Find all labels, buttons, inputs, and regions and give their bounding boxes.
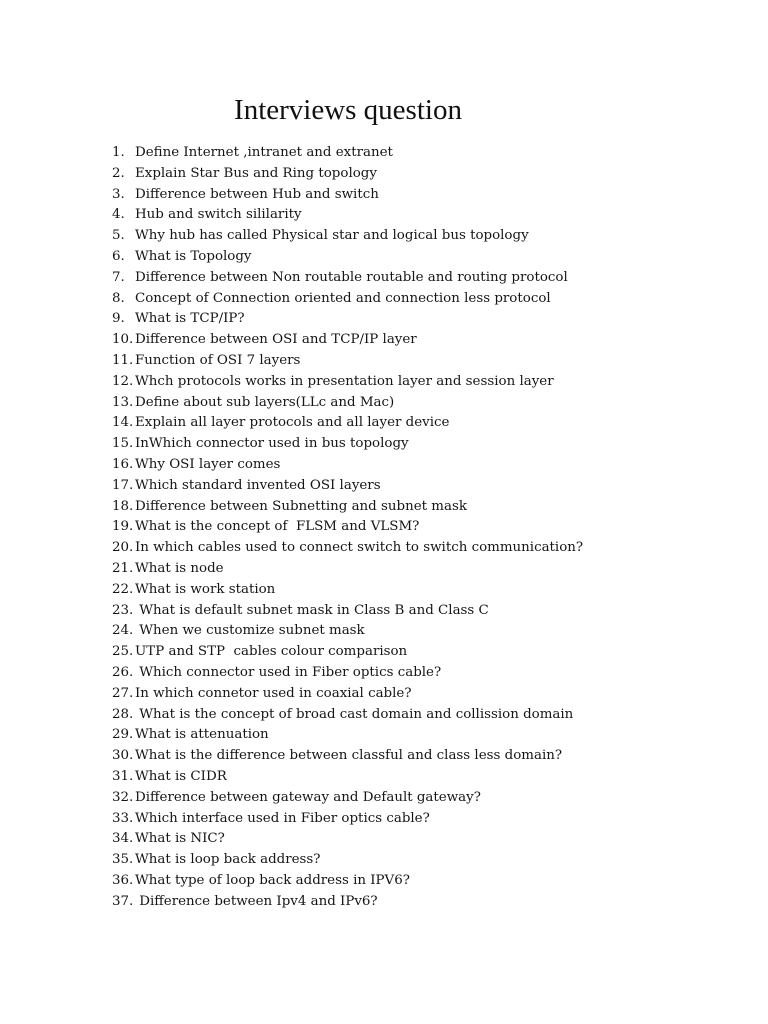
question-text: Function of OSI 7 layers: [135, 352, 301, 368]
question-number: 32.: [112, 789, 134, 805]
question-text: What is default subnet mask in Class B and Class C: [135, 602, 489, 618]
question-text: Define about sub layers(LLc and Mac): [135, 394, 395, 410]
question-text: Difference between gateway and Default gateway?: [135, 789, 481, 805]
question-text: Difference between Non routable routable and routing protocol: [135, 269, 568, 285]
question-text: Explain all layer protocols and all layer device: [135, 415, 450, 431]
list-item: [112, 580, 732, 601]
question-number: 5.: [112, 228, 125, 244]
question-text: What is the concept of broad cast domain and collission domain: [135, 706, 574, 722]
question-number: 31.: [112, 768, 134, 784]
question-text: In which cables used to connect switch to switch communication?: [135, 540, 584, 556]
question-number: 36.: [112, 872, 134, 888]
question-text: Explain Star Bus and Ring topology: [135, 165, 377, 181]
question-number: 20.: [112, 540, 134, 556]
list-item: [112, 413, 732, 434]
question-number: 30.: [112, 748, 134, 764]
list-item: [112, 164, 732, 185]
list-item: [112, 476, 732, 497]
question-number: 11.: [112, 352, 134, 368]
list-item: [112, 351, 732, 372]
question-text: Which connector used in Fiber optics cable?: [135, 664, 442, 680]
list-item: [112, 185, 732, 206]
question-number: 28.: [112, 706, 134, 722]
question-number: 22.: [112, 581, 134, 597]
list-item: [112, 517, 732, 538]
question-number: 21.: [112, 560, 134, 576]
question-number: 8.: [112, 290, 125, 306]
question-text: Difference between Subnetting and subnet mask: [135, 498, 467, 514]
question-text: When we customize subnet mask: [135, 623, 365, 639]
list-item: [112, 393, 732, 414]
question-text: What is CIDR: [135, 768, 227, 784]
list-item: [112, 372, 732, 393]
question-text: What is loop back address?: [135, 852, 321, 868]
list-item: [112, 663, 732, 684]
question-number: 34.: [112, 831, 134, 847]
list-item: [112, 247, 732, 268]
list-item: [112, 289, 732, 310]
question-text: What is the difference between classful and class less domain?: [135, 748, 563, 764]
question-text: Why hub has called Physical star and logical bus topology: [135, 228, 529, 244]
list-item: [112, 143, 732, 164]
list-item: [112, 809, 732, 830]
question-number: 17.: [112, 477, 134, 493]
question-number: 13.: [112, 394, 134, 410]
question-text: What is work station: [135, 581, 276, 597]
list-item: [112, 497, 732, 518]
question-number: 33.: [112, 810, 134, 826]
question-number: 25.: [112, 644, 134, 660]
list-item: [112, 788, 732, 809]
list-item: [112, 871, 732, 892]
question-text: Hub and switch sililarity: [135, 207, 302, 223]
list-item: [112, 205, 732, 226]
question-number: 18.: [112, 498, 134, 514]
list-item: [112, 850, 732, 871]
question-number: 10.: [112, 332, 134, 348]
question-text: In which connetor used in coaxial cable?: [135, 685, 412, 701]
list-item: [112, 892, 732, 913]
list-item: [112, 455, 732, 476]
question-text: Difference between Ipv4 and IPv6?: [135, 893, 378, 909]
page-title: Interviews question: [234, 94, 462, 126]
list-item: [112, 746, 732, 767]
question-number: 12.: [112, 373, 134, 389]
list-item: [112, 642, 732, 663]
question-text: Whch protocols works in presentation layer and session layer: [135, 373, 554, 389]
question-number: 29.: [112, 727, 134, 743]
list-item: [112, 538, 732, 559]
question-text: What is attenuation: [135, 727, 269, 743]
list-item: [112, 330, 732, 351]
question-number: 15.: [112, 436, 134, 452]
question-number: 19.: [112, 519, 134, 535]
question-number: 14.: [112, 415, 134, 431]
list-item: [112, 601, 732, 622]
list-item: [112, 226, 732, 247]
list-item: [112, 705, 732, 726]
question-number: 37.: [112, 893, 134, 909]
question-number: 27.: [112, 685, 134, 701]
question-text: Which standard invented OSI layers: [135, 477, 381, 493]
list-item: [112, 684, 732, 705]
question-number: 24.: [112, 623, 134, 639]
list-item: [112, 309, 732, 330]
question-number: 2.: [112, 165, 125, 181]
question-text: Why OSI layer comes: [135, 456, 281, 472]
question-number: 9.: [112, 311, 125, 327]
question-list: [112, 143, 732, 912]
question-text: Difference between Hub and switch: [135, 186, 379, 202]
question-text: What is the concept of FLSM and VLSM?: [135, 519, 420, 535]
question-number: 26.: [112, 664, 134, 680]
list-item: [112, 621, 732, 642]
question-text: Difference between OSI and TCP/IP layer: [135, 332, 417, 348]
question-text: Concept of Connection oriented and connection less protocol: [135, 290, 551, 306]
question-text: What is TCP/IP?: [135, 311, 245, 327]
list-item: [112, 268, 732, 289]
list-item: [112, 767, 732, 788]
question-text: What is NIC?: [135, 831, 225, 847]
question-number: 1.: [112, 145, 125, 160]
list-item: [112, 829, 732, 850]
question-text: What is node: [135, 560, 224, 576]
question-number: 3.: [112, 186, 125, 202]
question-number: 4.: [112, 207, 125, 223]
question-text: InWhich connector used in bus topology: [135, 436, 409, 452]
question-text: What is Topology: [135, 248, 252, 264]
question-number: 23.: [112, 602, 134, 618]
question-number: 6.: [112, 248, 125, 264]
list-item: [112, 559, 732, 580]
question-text: UTP and STP cables colour comparison: [135, 644, 408, 660]
question-number: 16.: [112, 456, 134, 472]
question-text: What type of loop back address in IPV6?: [135, 872, 410, 888]
list-item: [112, 434, 732, 455]
question-text: Which interface used in Fiber optics cable?: [135, 810, 430, 826]
question-number: 35.: [112, 852, 134, 868]
list-item: [112, 725, 732, 746]
question-text: Define Internet ,intranet and extranet: [135, 145, 393, 160]
question-number: 7.: [112, 269, 125, 285]
